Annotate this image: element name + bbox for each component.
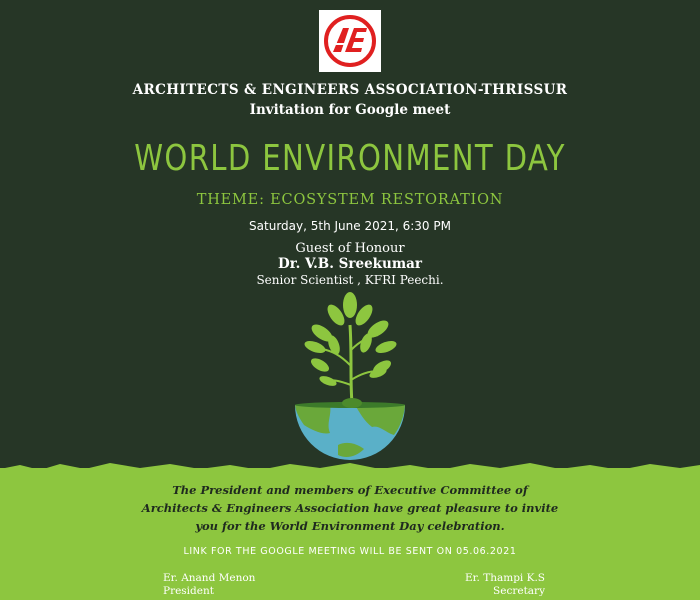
event-title: WORLD ENVIRONMENT DAY — [134, 138, 566, 179]
president-signature — [163, 572, 255, 598]
guest-label: Guest of Honour — [295, 241, 405, 256]
guest-name: Dr. V.B. Sreekumar — [278, 256, 422, 272]
secretary-title: Secretary — [493, 585, 545, 597]
event-datetime: Saturday, 5th June 2021, 6:30 PM — [249, 219, 451, 233]
tree-globe-illustration — [260, 285, 440, 475]
message-line-2: Architects & Engineers Association have great pleasure to invite — [141, 501, 559, 515]
president-name: Er. Anand Menon — [163, 572, 256, 584]
organization-name: ARCHITECTS & ENGINEERS ASSOCIATION-THRISSUR — [132, 82, 568, 98]
invitation-message — [0, 481, 700, 535]
secretary-signature — [465, 572, 545, 598]
association-logo — [319, 10, 381, 72]
event-theme: THEME: ECOSYSTEM RESTORATION — [196, 192, 504, 208]
message-line-3: you for the World Environment Day celebration. — [195, 519, 505, 533]
message-line-1: The President and members of Executive Committee of — [172, 483, 528, 497]
invitation-subtitle: Invitation for Google meet — [249, 102, 451, 118]
guest-role: Senior Scientist , KFRI Peechi. — [256, 273, 444, 287]
meeting-link-note: LINK FOR THE GOOGLE MEETING WILL BE SENT ON 05.06.2021 — [183, 546, 517, 557]
president-title: President — [163, 585, 214, 597]
secretary-name: Er. Thampi K.S — [465, 572, 545, 584]
